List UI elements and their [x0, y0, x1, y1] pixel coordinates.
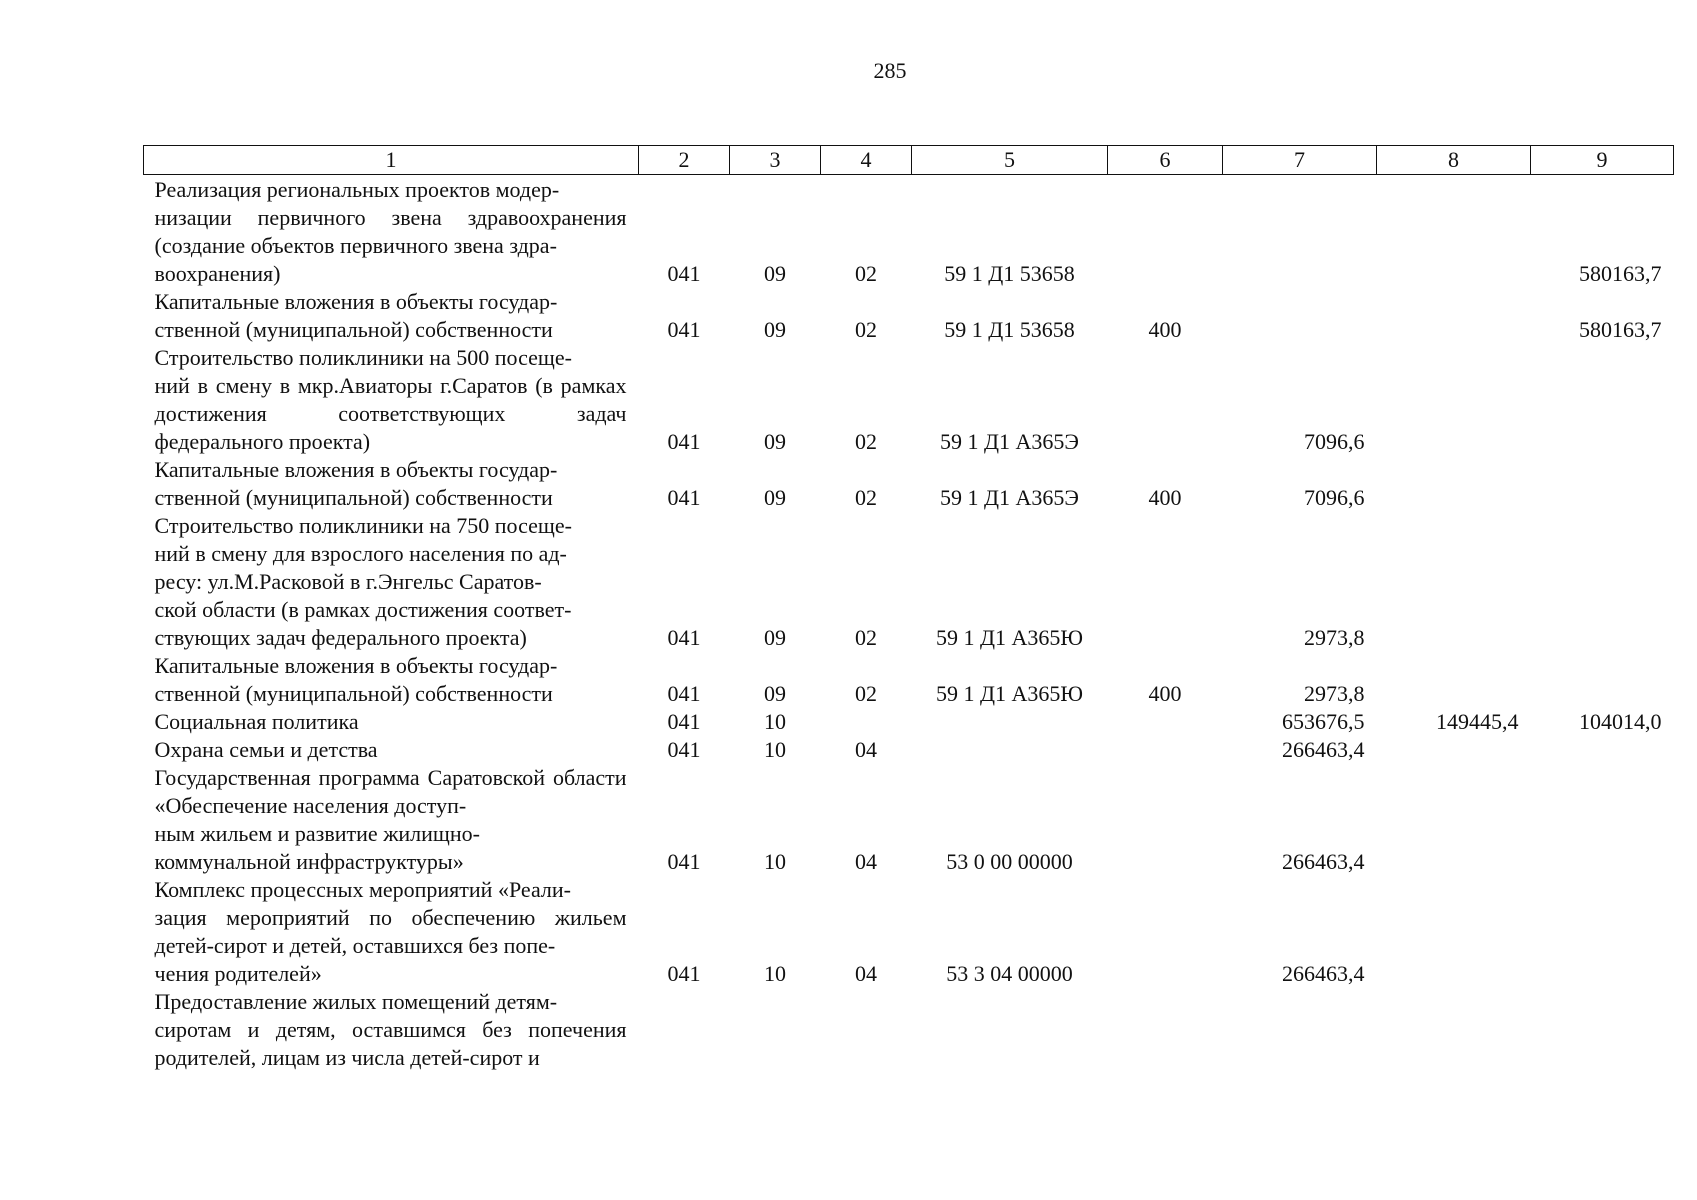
cell-c6 — [1108, 708, 1223, 736]
row-name — [144, 652, 639, 708]
cell-c6 — [1108, 876, 1223, 988]
row-name — [144, 344, 639, 456]
table-row — [144, 736, 1674, 764]
cell-c7: 7096,6 — [1304, 429, 1365, 454]
cell-c9 — [1531, 344, 1674, 456]
table-row — [144, 512, 1674, 652]
row-name — [144, 988, 639, 1072]
cell-c2: 041 — [667, 625, 701, 650]
cell-c2: 041 — [667, 709, 701, 734]
cell-c4: 02 — [855, 485, 877, 510]
cell-c3: 09 — [764, 317, 786, 342]
column-header: 3 — [730, 146, 821, 175]
cell-c2: 041 — [667, 681, 701, 706]
cell-c5: 59 1 Д1 А365Ю — [935, 625, 1083, 650]
header-row — [144, 146, 1674, 175]
cell-c8 — [1377, 764, 1531, 876]
cell-c2: 041 — [667, 849, 701, 874]
column-header: 6 — [1108, 146, 1223, 175]
cell-c4: 04 — [855, 737, 877, 762]
cell-c5: 59 1 Д1 53658 — [944, 261, 1075, 286]
table-row — [144, 652, 1674, 708]
cell-c7: 2973,8 — [1304, 681, 1365, 706]
column-header: 4 — [821, 146, 912, 175]
column-header: 7 — [1223, 146, 1377, 175]
cell-c3: 10 — [764, 709, 786, 734]
cell-c5: 59 1 Д1 А365Ю — [935, 681, 1083, 706]
cell-c3: 10 — [764, 849, 786, 874]
table-row — [144, 708, 1674, 736]
cell-c5 — [912, 988, 1108, 1072]
table-row — [144, 876, 1674, 988]
cell-c3: 09 — [764, 625, 786, 650]
row-name-text: Капитальные вложения в объекты государ- ственной (муниципальной) собственности — [154, 457, 558, 510]
row-name-text: Капитальные вложения в объекты государ- ственной (муниципальной) собственности — [154, 289, 558, 342]
column-header: 9 — [1531, 146, 1674, 175]
row-name-text: Реализация региональных проектов модер- низации первичного звена здравоохранения (создание объектов первичного звена здра- воохранения) — [154, 177, 627, 286]
cell-c4: 02 — [855, 681, 877, 706]
cell-c2 — [639, 988, 730, 1072]
cell-c4 — [821, 708, 912, 736]
cell-c2: 041 — [667, 737, 701, 762]
row-name — [144, 708, 639, 736]
cell-c6 — [1108, 344, 1223, 456]
cell-c4: 04 — [855, 849, 877, 874]
cell-c5: 59 1 Д1 53658 — [944, 317, 1075, 342]
cell-c9 — [1531, 876, 1674, 988]
row-name-text: Социальная политика — [154, 709, 359, 734]
cell-c4 — [821, 988, 912, 1072]
cell-c8 — [1377, 876, 1531, 988]
table-row — [144, 456, 1674, 512]
cell-c7: 266463,4 — [1282, 849, 1365, 874]
cell-c7: 2973,8 — [1304, 625, 1365, 650]
cell-c9 — [1531, 652, 1674, 708]
column-header: 8 — [1377, 146, 1531, 175]
page-number: 285 — [873, 58, 907, 83]
cell-c7: 266463,4 — [1282, 961, 1365, 986]
cell-c6 — [1108, 988, 1223, 1072]
cell-c6: 400 — [1148, 485, 1182, 510]
cell-c6 — [1108, 736, 1223, 764]
row-name — [144, 736, 639, 764]
cell-c6: 400 — [1148, 681, 1182, 706]
cell-c7 — [1223, 288, 1377, 344]
table-row — [144, 764, 1674, 876]
cell-c8 — [1377, 175, 1531, 289]
cell-c5: 53 0 00 00000 — [946, 849, 1073, 874]
column-header: 1 — [144, 146, 639, 175]
cell-c2: 041 — [667, 317, 701, 342]
cell-c3: 09 — [764, 485, 786, 510]
cell-c3 — [730, 988, 821, 1072]
cell-c8: 149445,4 — [1436, 709, 1519, 734]
row-name — [144, 288, 639, 344]
cell-c8 — [1377, 652, 1531, 708]
row-name — [144, 456, 639, 512]
cell-c8 — [1377, 288, 1531, 344]
cell-c3: 10 — [764, 737, 786, 762]
row-name-text: Строительство поликлиники на 500 посеще- ний в смену в мкр.Авиаторы г.Саратов (в рамках достижения соответствующих задач федерального проекта) — [154, 345, 627, 454]
cell-c9: 580163,7 — [1579, 261, 1662, 286]
row-name — [144, 876, 639, 988]
cell-c4: 02 — [855, 317, 877, 342]
cell-c9 — [1531, 736, 1674, 764]
column-header: 5 — [912, 146, 1108, 175]
cell-c2: 041 — [667, 961, 701, 986]
cell-c4: 02 — [855, 429, 877, 454]
cell-c3: 09 — [764, 681, 786, 706]
budget-table — [143, 145, 1674, 1072]
cell-c6 — [1108, 512, 1223, 652]
table-row — [144, 988, 1674, 1072]
cell-c9 — [1531, 456, 1674, 512]
cell-c2: 041 — [667, 485, 701, 510]
cell-c6: 400 — [1148, 317, 1182, 342]
cell-c9: 104014,0 — [1579, 709, 1662, 734]
cell-c5: 59 1 Д1 А365Э — [940, 429, 1079, 454]
cell-c3: 10 — [764, 961, 786, 986]
cell-c2: 041 — [667, 261, 701, 286]
cell-c5: 53 3 04 00000 — [946, 961, 1073, 986]
cell-c9: 580163,7 — [1579, 317, 1662, 342]
table-row — [144, 288, 1674, 344]
cell-c9 — [1531, 512, 1674, 652]
cell-c4: 02 — [855, 625, 877, 650]
cell-c3: 09 — [764, 261, 786, 286]
cell-c7 — [1223, 175, 1377, 289]
cell-c9 — [1531, 764, 1674, 876]
cell-c8 — [1377, 344, 1531, 456]
cell-c8 — [1377, 456, 1531, 512]
row-name-text: Охрана семьи и детства — [154, 737, 378, 762]
cell-c8 — [1377, 988, 1531, 1072]
cell-c9 — [1531, 988, 1674, 1072]
cell-c7: 266463,4 — [1282, 737, 1365, 762]
column-header: 2 — [639, 146, 730, 175]
row-name — [144, 512, 639, 652]
cell-c7: 653676,5 — [1282, 709, 1365, 734]
cell-c8 — [1377, 736, 1531, 764]
row-name-text: Капитальные вложения в объекты государ- ственной (муниципальной) собственности — [154, 653, 558, 706]
cell-c7: 7096,6 — [1304, 485, 1365, 510]
cell-c8 — [1377, 512, 1531, 652]
cell-c5: 59 1 Д1 А365Э — [940, 485, 1079, 510]
cell-c3: 09 — [764, 429, 786, 454]
row-name — [144, 175, 639, 289]
row-name-text: Предоставление жилых помещений детям- сиротам и детям, оставшимся без попечения родителей, лицам из числа детей-сирот и — [154, 989, 627, 1070]
cell-c5 — [912, 708, 1108, 736]
cell-c2: 041 — [667, 429, 701, 454]
table-row — [144, 344, 1674, 456]
table-row — [144, 175, 1674, 289]
table-body — [144, 175, 1674, 1073]
cell-c6 — [1108, 764, 1223, 876]
cell-c6 — [1108, 175, 1223, 289]
cell-c7 — [1223, 988, 1377, 1072]
row-name — [144, 764, 639, 876]
row-name-text: Комплекс процессных мероприятий «Реали- зация мероприятий по обеспечению жильем детей-сирот и детей, оставшихся без попе- чения родителей» — [154, 877, 627, 986]
row-name-text: Государственная программа Саратовской области «Обеспечение населения доступ- ным жильем и развитие жилищно- коммунальной инфраструктуры» — [154, 765, 627, 874]
cell-c4: 02 — [855, 261, 877, 286]
row-name-text: Строительство поликлиники на 750 посеще- ний в смену для взрослого населения по ад- ресу: ул.М.Расковой в г.Энгельс Саратов- ской области (в рамках достижения соответ- ствующих задач федерального проекта) — [154, 513, 572, 650]
cell-c5 — [912, 736, 1108, 764]
cell-c4: 04 — [855, 961, 877, 986]
